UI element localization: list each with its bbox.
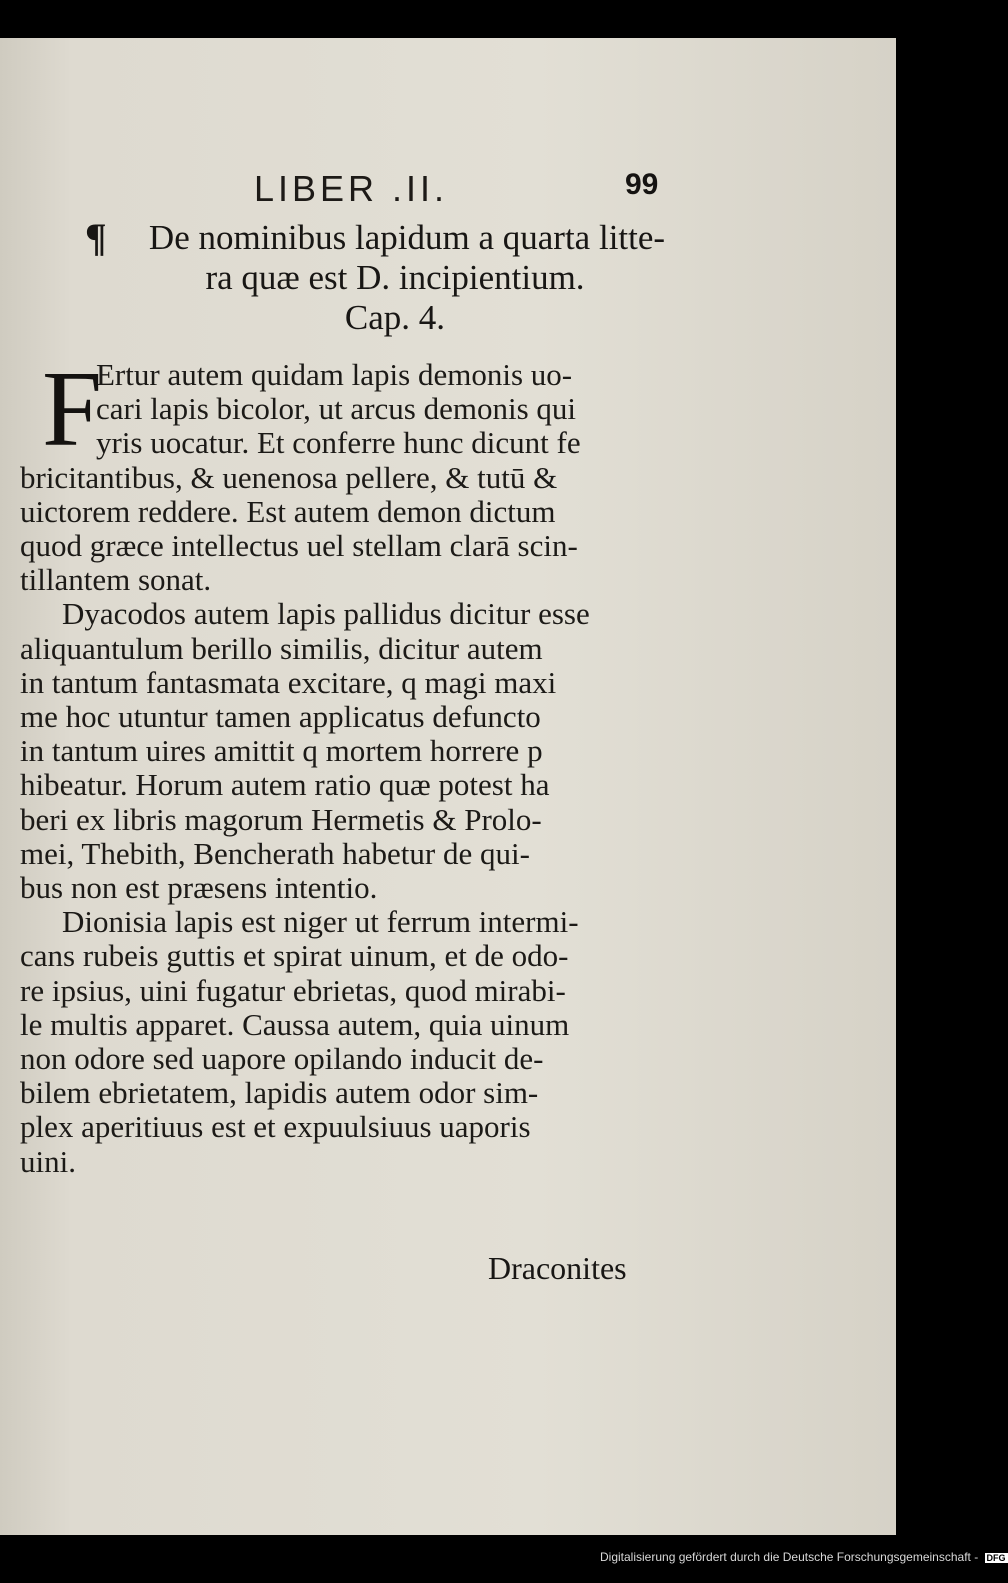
text-line: me hoc utuntur tamen applicatus defuncto xyxy=(20,699,541,735)
folio-number: 99 xyxy=(625,168,659,201)
drop-capital: F xyxy=(42,350,103,469)
pilcrow-icon: ¶ xyxy=(85,215,107,260)
text-line: in tantum fantasmata excitare, q magi maxi xyxy=(20,664,557,700)
text-line: Dyacodos autem lapis pallidus dicitur esse xyxy=(62,596,590,632)
text-line: beri ex libris magorum Hermetis & Prolo- xyxy=(20,801,542,837)
text-line: bricitantibus, & uenenosa pellere, & tutū & xyxy=(20,459,558,495)
paragraph-demonis xyxy=(20,350,700,598)
chapter-number: Cap. 4. xyxy=(344,298,446,337)
text-line: plex aperitiuus est et expuulsiuus uaporis xyxy=(20,1109,531,1145)
paragraph-dionisia xyxy=(20,905,700,1179)
text-line: cans rubeis guttis et spirat uinum, et de odo- xyxy=(20,938,569,974)
catchword: Draconites xyxy=(488,1250,627,1286)
title-line: ra quæ est D. incipientium. xyxy=(205,258,585,297)
dfg-logo: DFG xyxy=(986,1552,1006,1563)
text-line: bus non est præsens intentio. xyxy=(20,870,378,906)
text-line: mei, Thebith, Bencherath habetur de qui- xyxy=(20,835,530,871)
text-line: tillantem sonat. xyxy=(20,562,212,598)
digitization-credit xyxy=(600,1550,1006,1570)
text-line: hibeatur. Horum autem ratio quæ potest ha xyxy=(20,767,550,803)
text-line: cari lapis bicolor, ut arcus demonis qui xyxy=(96,391,577,427)
text-line: Dionisia lapis est niger ut ferrum intermi- xyxy=(62,904,579,940)
paragraph-dyacodos xyxy=(20,597,700,905)
text-line: le multis apparet. Caussa autem, quia uinum xyxy=(20,1006,570,1042)
text-line: bilem ebrietatem, lapidis autem odor sim- xyxy=(20,1075,539,1111)
book-page xyxy=(0,38,896,1535)
text-line: non odore sed uapore opilando inducit de- xyxy=(20,1041,544,1077)
text-line: quod græce intellectus uel stellam clarā scin- xyxy=(20,528,578,564)
text-line: uictorem reddere. Est autem demon dictum xyxy=(20,493,556,529)
text-line: re ipsius, uini fugatur ebrietas, quod mirabi- xyxy=(20,972,566,1008)
book-number: LIBER .II. xyxy=(254,168,449,209)
text-line: yris uocatur. Et conferre hunc dicunt fe xyxy=(96,425,581,461)
text-body xyxy=(20,350,700,1179)
chapter-title xyxy=(85,215,705,338)
text-line: uini. xyxy=(20,1143,76,1179)
text-line: Ertur autem quidam lapis demonis uo- xyxy=(96,357,573,392)
text-line: in tantum uires amittit q mortem horrere p xyxy=(20,733,543,769)
title-line: De nominibus lapidum a quarta litte- xyxy=(148,218,666,257)
text-line: aliquantulum berillo similis, dicitur autem xyxy=(20,630,543,666)
credit-text: Digitalisierung gefördert durch die Deutsche Forschungsgemeinschaft - xyxy=(600,1550,979,1564)
